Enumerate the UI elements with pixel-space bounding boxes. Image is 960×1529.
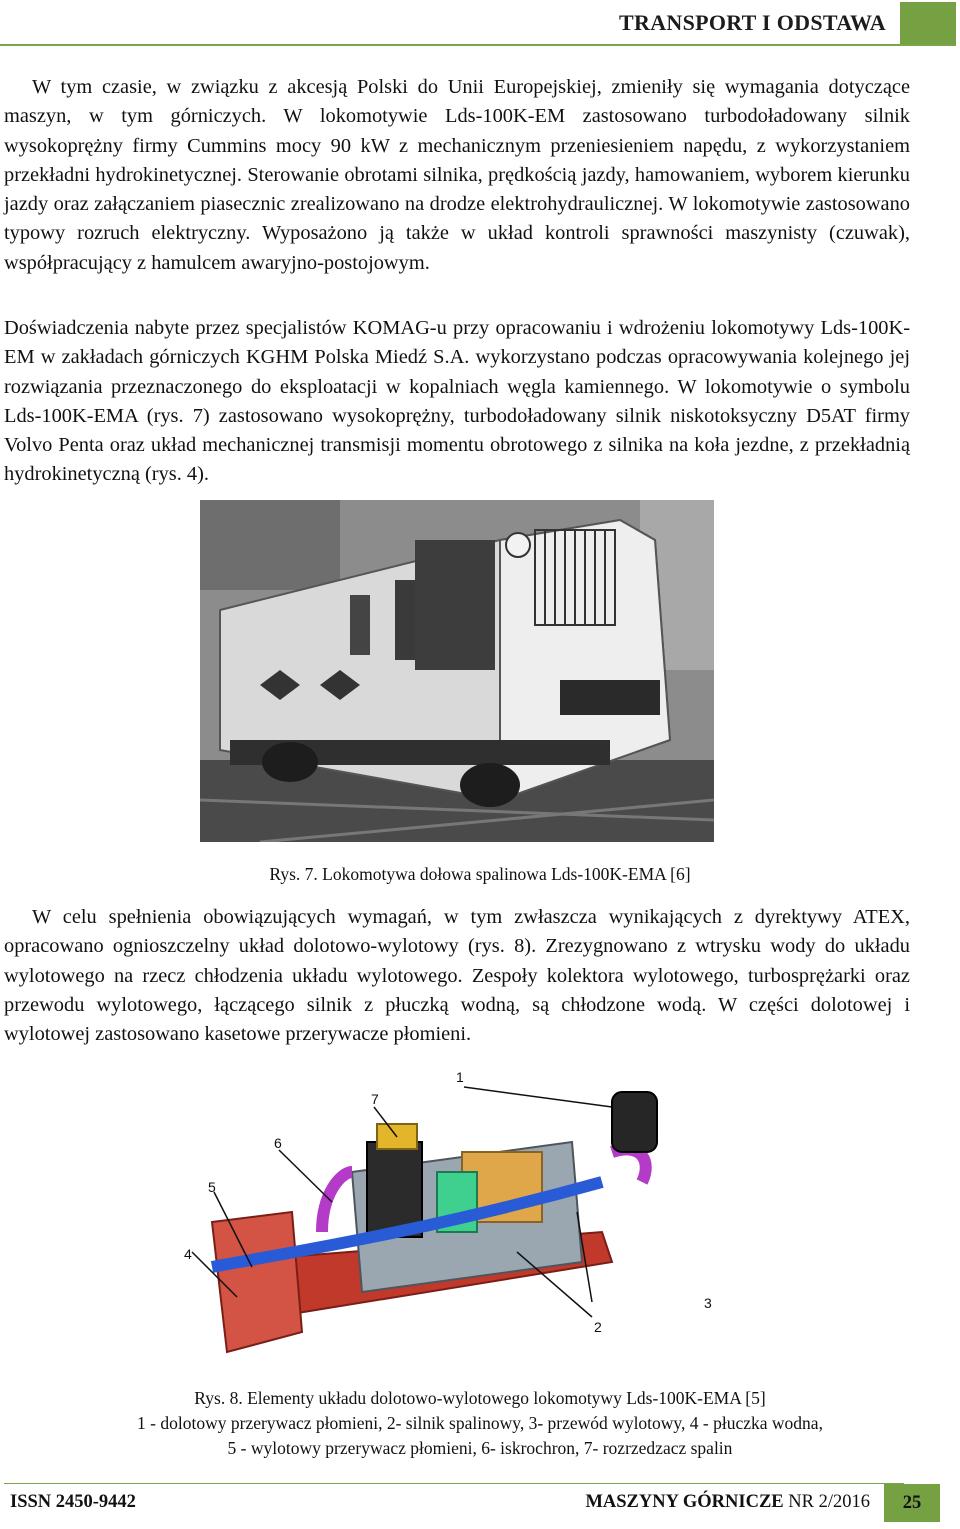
diagram-label-7: 7	[371, 1091, 379, 1107]
body-paragraph-3: W celu spełnienia obowiązujących wymagań, w tym zwłaszcza wynikających z dyrektywy ATEX, opracowano ognioszczelny układ dolotowo-wylotowy (rys. 8). Zrezygnowano z wtrysku wody do układu wylotowego na rzecz chłodzenia układu wylotowego. Zespoły kolektora wylotowego, turbosprężarki oraz przewodu wylotowego, łączącego silnik z płuczką wodną, są chłodzone wodą. W części dolotowej i wylotowej zastosowano kasetowe przerywacze płomieni.	[4, 906, 910, 1046]
footer-rule	[4, 1483, 904, 1484]
figure-7-caption: Rys. 7. Lokomotywa dołowa spalinowa Lds-100K-EMA [6]	[269, 864, 691, 884]
diagram-label-1: 1	[456, 1069, 464, 1085]
diagram-label-5: 5	[208, 1179, 216, 1195]
page-number: 25	[884, 1484, 940, 1522]
footer-journal-name: MASZYNY GÓRNICZE	[585, 1492, 784, 1512]
diagram-label-6: 6	[274, 1135, 282, 1151]
locomotive-photo-drawing	[200, 500, 714, 842]
body-paragraph-2: Doświadczenia nabyte przez specjalistów KOMAG-u przy opracowaniu i wdrożeniu lokomotywy Lds-100K-EM w zakładach górniczych KGHM Polska Miedź S.A. wykorzystano podczas opracowywania kolejnego jej rozwiązania przeznaczonego do eksploatacji w kopalniach węgla kamiennego. W lokomotywie o symbolu Lds-100K-EMA (rys. 7) zastosowano wysokoprężny, turbodoładowany silnik niskotoksyczny D5AT firmy Volvo Penta oraz układ mechanicznej transmisji momentu obrotowego z silnika na koła jezdne, z przekładnią hydrokinetyczną (rys. 4).	[4, 317, 910, 486]
figure-8-caption-line-3: 5 - wylotowy przerywacz płomieni, 6- iskrochron, 7- rozrzedzacz spalin	[227, 1438, 733, 1458]
figure-8-caption-title: Rys. 8. Elementy układu dolotowo-wylotowego lokomotywy Lds-100K-EMA [5]	[194, 1388, 766, 1408]
footer-issn: ISSN 2450-9442	[10, 1492, 136, 1512]
footer-journal-issue	[540, 1492, 870, 1513]
locomotive-photo	[200, 500, 714, 842]
intake-exhaust-drawing	[172, 1062, 716, 1366]
header-accent-block	[900, 2, 956, 44]
diagram-label-2: 2	[594, 1319, 602, 1335]
footer-issue-number: NR 2/2016	[788, 1492, 870, 1512]
diagram-label-3: 3	[704, 1295, 712, 1311]
diagram-label-4: 4	[184, 1246, 192, 1262]
header-rule	[0, 44, 956, 46]
figure-8-caption-line-2: 1 - dolotowy przerywacz płomieni, 2- silnik spalinowy, 3- przewód wylotowy, 4 - płuczka wodna,	[137, 1413, 823, 1433]
body-paragraph-1: W tym czasie, w związku z akcesją Polski do Unii Europejskiej, zmieniły się wymagania dotyczące maszyn, w tym górniczych. W lokomotywie Lds-100K-EM zastosowano turbodoładowany silnik wysokoprężny firmy Cummins mocy 90 kW z mechanicznym przeniesieniem napędu, z wykorzystaniem przekładni hydrokinetycznej. Sterowanie obrotami silnika, prędkością jazdy, hamowaniem, wyborem kierunku jazdy oraz załączaniem piasecznic zrealizowano na drodze elektrohydraulicznej. W lokomotywie zastosowano typowy rozruch elektryczny. Wyposażono ją także w układ kontroli sprawności maszynisty (czuwak), współpracujący z hamulcem awaryjno-postojowym.	[4, 76, 910, 274]
running-header-title: TRANSPORT I ODSTAWA	[619, 10, 886, 35]
intake-exhaust-diagram	[172, 1062, 716, 1366]
